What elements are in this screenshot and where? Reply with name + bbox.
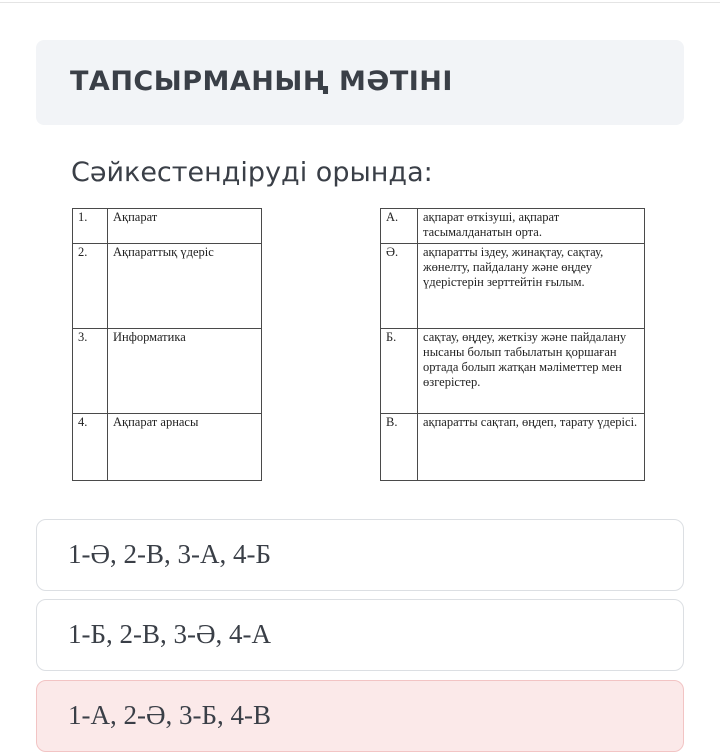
- row-definition: ақпаратты іздеу, жинақтау, сақтау, жөнелту, пайдалану және өңдеу үдерістерін зерттейтін ғылым.: [418, 244, 645, 329]
- answer-option-label: 1-Ә, 2-В, 3-А, 4-Б: [68, 539, 271, 569]
- answer-option-3[interactable]: [36, 680, 684, 752]
- table-row: [381, 244, 645, 329]
- answer-option-label: 1-Б, 2-В, 3-Ә, 4-А: [68, 619, 271, 649]
- row-term: Ақпарат: [108, 209, 262, 244]
- table-row: [381, 329, 645, 414]
- row-definition: ақпарат өткізуші, ақпарат тасымалданатын орта.: [418, 209, 645, 244]
- top-divider: [0, 2, 720, 3]
- answer-option-1[interactable]: [36, 519, 684, 591]
- row-letter: А.: [381, 209, 418, 244]
- table-row: [381, 209, 645, 244]
- table-row: [73, 209, 262, 244]
- row-definition: ақпаратты сақтап, өңдеп, тарату үдерісі.: [418, 414, 645, 481]
- task-header-title: ТАПСЫРМАНЫҢ МӘТІНІ: [70, 66, 453, 97]
- right-matching-table: [380, 208, 645, 481]
- answer-option-label: 1-А, 2-Ә, 3-Б, 4-В: [68, 700, 271, 730]
- row-number: 1.: [73, 209, 108, 244]
- row-letter: В.: [381, 414, 418, 481]
- task-header: [36, 40, 684, 125]
- row-term: Ақпарат арнасы: [108, 414, 262, 481]
- question-text: Сәйкестендіруді орында:: [71, 157, 433, 188]
- answer-option-2[interactable]: [36, 599, 684, 671]
- left-matching-table: [72, 208, 262, 481]
- table-row: [73, 244, 262, 329]
- row-definition: сақтау, өңдеу, жеткізу және пайдалану нысаны болып табылатын қоршаған ортада болып жатқан мәліметтер мен өзгерістер.: [418, 329, 645, 414]
- row-number: 3.: [73, 329, 108, 414]
- table-row: [73, 329, 262, 414]
- row-number: 2.: [73, 244, 108, 329]
- table-row: [381, 414, 645, 481]
- row-letter: Ә.: [381, 244, 418, 329]
- row-letter: Б.: [381, 329, 418, 414]
- row-number: 4.: [73, 414, 108, 481]
- table-row: [73, 414, 262, 481]
- row-term: Информатика: [108, 329, 262, 414]
- row-term: Ақпараттық үдеріс: [108, 244, 262, 329]
